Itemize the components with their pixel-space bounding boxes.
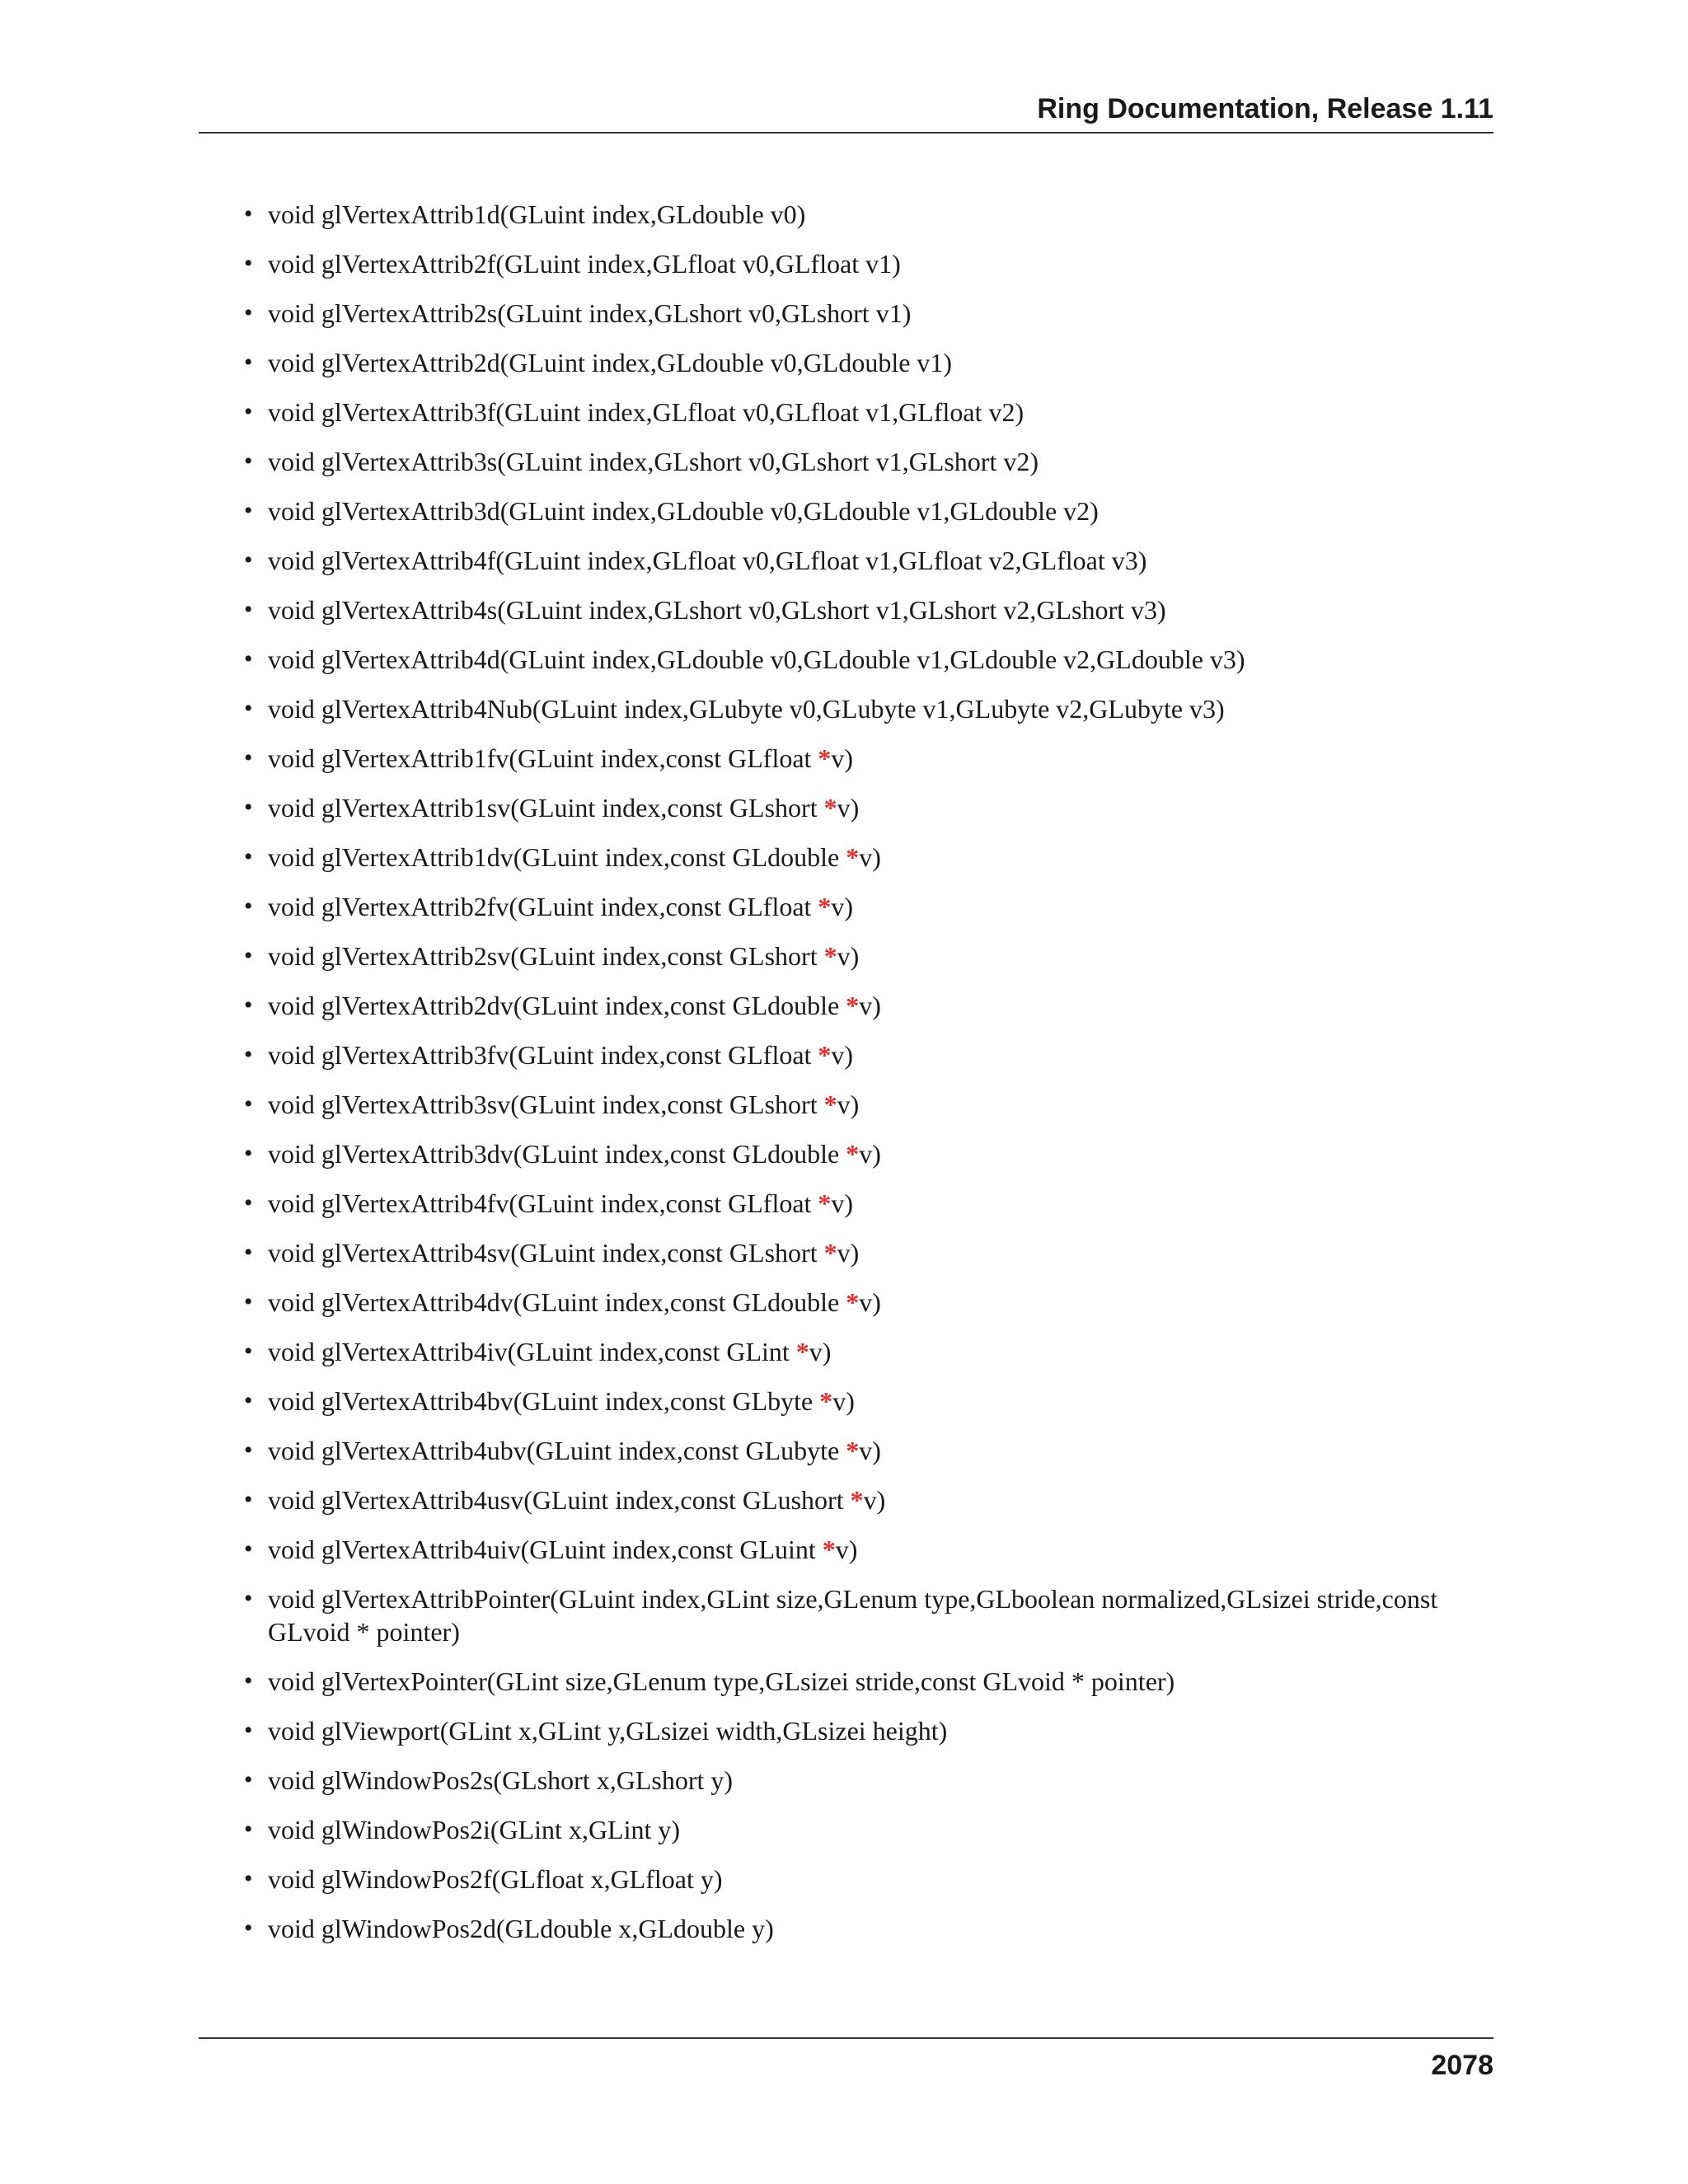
list-item xyxy=(199,1665,1493,1698)
bullet-icon: • xyxy=(244,695,253,722)
list-item xyxy=(199,1483,1493,1516)
list-item xyxy=(199,1714,1493,1747)
function-signature: void glVertexAttrib4s(GLuint index,GLshort v0,GLshort v1,GLshort v2,GLshort v3) xyxy=(268,595,1166,625)
function-signature: void glVertexAttribPointer(GLuint index,GLint size,GLenum type,GLboolean normalized,GLsizei stride,const GLvoid * pointer) xyxy=(268,1584,1438,1647)
function-signature-end: v) xyxy=(859,1287,881,1317)
function-signature: void glVertexAttrib2s(GLuint index,GLshort v0,GLshort v1) xyxy=(268,298,912,328)
list-item xyxy=(199,1533,1493,1566)
function-signature: void glVertexAttrib1sv(GLuint index,const GLshort xyxy=(268,793,824,823)
bullet-icon: • xyxy=(244,1865,253,1892)
function-signature: void glVertexAttrib2dv(GLuint index,const GLdouble xyxy=(268,991,846,1020)
function-signature: void glVertexAttrib2fv(GLuint index,const GLfloat xyxy=(268,892,818,921)
bullet-icon: • xyxy=(244,349,253,376)
function-signature-end: v) xyxy=(837,793,860,823)
function-signature: void glVertexAttrib3sv(GLuint index,const GLshort xyxy=(268,1090,824,1119)
function-signature-end: v) xyxy=(863,1485,886,1515)
function-signature-end: v) xyxy=(831,743,854,773)
function-signature-end: v) xyxy=(837,1090,860,1119)
pointer-star: * xyxy=(850,1485,864,1515)
list-item xyxy=(199,445,1493,478)
list-item xyxy=(199,1764,1493,1797)
list-item xyxy=(199,841,1493,874)
bullet-icon: • xyxy=(244,1140,253,1167)
list-item xyxy=(199,247,1493,280)
bullet-icon: • xyxy=(244,1436,253,1464)
function-signature: void glWindowPos2i(GLint x,GLint y) xyxy=(268,1815,681,1844)
list-item xyxy=(199,1582,1493,1648)
function-signature: void glVertexAttrib4Nub(GLuint index,GLubyte v0,GLubyte v1,GLubyte v2,GLubyte v3) xyxy=(268,694,1225,724)
function-signature: void glVertexAttrib3dv(GLuint index,const GLdouble xyxy=(268,1139,846,1169)
function-signature: void glVertexAttrib3s(GLuint index,GLshort v0,GLshort v1,GLshort v2) xyxy=(268,447,1039,476)
function-signature: void glVertexAttrib4uiv(GLuint index,const GLuint xyxy=(268,1535,823,1564)
pointer-star: * xyxy=(846,842,860,872)
bullet-icon: • xyxy=(244,843,253,870)
function-signature-end: v) xyxy=(831,1040,854,1070)
pointer-star: * xyxy=(795,1337,809,1366)
function-signature: void glWindowPos2f(GLfloat x,GLfloat y) xyxy=(268,1864,723,1894)
function-signature: void glVertexAttrib4dv(GLuint index,const GLdouble xyxy=(268,1287,846,1317)
document-title: Ring Documentation, Release 1.11 xyxy=(1037,93,1493,124)
bullet-icon: • xyxy=(244,1239,253,1266)
pointer-star: * xyxy=(818,892,832,921)
bullet-icon: • xyxy=(244,1816,253,1843)
list-item xyxy=(199,396,1493,429)
list-item xyxy=(199,198,1493,231)
bullet-icon: • xyxy=(244,1535,253,1563)
function-signature-end: v) xyxy=(809,1337,832,1366)
pointer-star: * xyxy=(846,1287,860,1317)
bullet-icon: • xyxy=(244,596,253,623)
function-signature: void glVertexAttrib4d(GLuint index,GLdouble v0,GLdouble v1,GLdouble v2,GLdouble v3) xyxy=(268,644,1245,674)
list-item xyxy=(199,1434,1493,1467)
function-signature: void glVertexAttrib1fv(GLuint index,const GLfloat xyxy=(268,743,818,773)
list-item xyxy=(199,297,1493,330)
bullet-icon: • xyxy=(244,1189,253,1216)
function-signature: void glVertexAttrib4bv(GLuint index,const GLbyte xyxy=(268,1386,820,1416)
bullet-icon: • xyxy=(244,546,253,574)
list-item xyxy=(199,1813,1493,1846)
bullet-icon: • xyxy=(244,744,253,771)
pointer-star: * xyxy=(818,1040,832,1070)
bullet-icon: • xyxy=(244,893,253,920)
function-signature-end: v) xyxy=(837,941,860,971)
function-signature: void glWindowPos2d(GLdouble x,GLdouble y) xyxy=(268,1914,774,1943)
pointer-star: * xyxy=(818,1188,832,1218)
list-item xyxy=(199,742,1493,775)
bullet-icon: • xyxy=(244,1387,253,1414)
bullet-icon: • xyxy=(244,1667,253,1694)
list-item xyxy=(199,1863,1493,1896)
function-signature-end: v) xyxy=(837,1238,860,1268)
bullet-icon: • xyxy=(244,448,253,475)
list-item xyxy=(199,1187,1493,1220)
list-item xyxy=(199,791,1493,824)
function-signature: void glVertexAttrib4fv(GLuint index,const GLfloat xyxy=(268,1188,818,1218)
pointer-star: * xyxy=(818,743,832,773)
function-signature: void glVertexAttrib3f(GLuint index,GLfloat v0,GLfloat v1,GLfloat v2) xyxy=(268,397,1025,427)
list-item xyxy=(199,1335,1493,1368)
function-signature: void glVertexAttrib1d(GLuint index,GLdouble v0) xyxy=(268,199,806,229)
function-signature: void glVertexAttrib4usv(GLuint index,const GLushort xyxy=(268,1485,851,1515)
list-item xyxy=(199,1286,1493,1319)
function-signature: void glVertexAttrib4f(GLuint index,GLfloat v0,GLfloat v1,GLfloat v2,GLfloat v3) xyxy=(268,546,1147,575)
function-signature-end: v) xyxy=(859,1139,881,1169)
pointer-star: * xyxy=(823,1090,837,1119)
pointer-star: * xyxy=(823,1238,837,1268)
function-signature: void glVertexAttrib2d(GLuint index,GLdouble v0,GLdouble v1) xyxy=(268,348,953,377)
function-signature-end: v) xyxy=(831,1188,854,1218)
list-item xyxy=(199,1038,1493,1071)
function-signature-end: v) xyxy=(859,1436,881,1465)
bullet-icon: • xyxy=(244,942,253,969)
list-item xyxy=(199,1236,1493,1269)
list-item xyxy=(199,1912,1493,1945)
page-number: 2078 xyxy=(1431,2050,1493,2081)
function-signature: void glVertexAttrib2sv(GLuint index,const GLshort xyxy=(268,941,824,971)
bullet-icon: • xyxy=(244,1486,253,1513)
pointer-star: * xyxy=(823,793,837,823)
pointer-star: * xyxy=(819,1386,833,1416)
function-signature: void glVertexAttrib3fv(GLuint index,const GLfloat xyxy=(268,1040,818,1070)
list-item xyxy=(199,544,1493,577)
function-signature-end: v) xyxy=(831,892,854,921)
bullet-icon: • xyxy=(244,991,253,1019)
bullet-icon: • xyxy=(244,645,253,673)
list-item xyxy=(199,346,1493,379)
function-signature-end: v) xyxy=(832,1386,855,1416)
function-signature-end: v) xyxy=(859,842,881,872)
list-item xyxy=(199,1385,1493,1418)
bullet-icon: • xyxy=(244,1915,253,1942)
list-item xyxy=(199,1088,1493,1121)
list-item xyxy=(199,940,1493,972)
pointer-star: * xyxy=(846,1436,860,1465)
bullet-icon: • xyxy=(244,1338,253,1365)
function-signature: void glVertexAttrib3d(GLuint index,GLdouble v0,GLdouble v1,GLdouble v2) xyxy=(268,496,1099,526)
function-signature: void glVertexAttrib4sv(GLuint index,const GLshort xyxy=(268,1238,824,1268)
function-signature-end: v) xyxy=(859,991,881,1020)
bullet-icon: • xyxy=(244,1041,253,1068)
list-item xyxy=(199,494,1493,527)
function-signature: void glWindowPos2s(GLshort x,GLshort y) xyxy=(268,1765,734,1795)
pointer-star: * xyxy=(846,1139,860,1169)
pointer-star: * xyxy=(822,1535,836,1564)
bullet-icon: • xyxy=(244,794,253,821)
function-signature: void glVertexAttrib2f(GLuint index,GLfloat v0,GLfloat v1) xyxy=(268,249,901,279)
page-header xyxy=(199,92,1493,134)
bullet-icon: • xyxy=(244,398,253,425)
page-footer xyxy=(199,2037,1493,2081)
pointer-star: * xyxy=(846,991,860,1020)
function-list xyxy=(199,198,1493,1945)
list-item xyxy=(199,593,1493,626)
list-item xyxy=(199,643,1493,676)
page-content xyxy=(199,198,1493,1961)
function-signature-end: v) xyxy=(835,1535,858,1564)
bullet-icon: • xyxy=(244,1766,253,1793)
bullet-icon: • xyxy=(244,250,253,277)
list-item xyxy=(199,989,1493,1022)
bullet-icon: • xyxy=(244,1717,253,1744)
function-signature: void glVertexAttrib4iv(GLuint index,const GLint xyxy=(268,1337,796,1366)
bullet-icon: • xyxy=(244,497,253,524)
bullet-icon: • xyxy=(244,1090,253,1118)
bullet-icon: • xyxy=(244,299,253,326)
pointer-star: * xyxy=(823,941,837,971)
list-item xyxy=(199,890,1493,923)
function-signature: void glVertexPointer(GLint size,GLenum type,GLsizei stride,const GLvoid * pointer) xyxy=(268,1666,1175,1696)
list-item xyxy=(199,1137,1493,1170)
function-signature: void glViewport(GLint x,GLint y,GLsizei width,GLsizei height) xyxy=(268,1716,948,1746)
function-signature: void glVertexAttrib4ubv(GLuint index,const GLubyte xyxy=(268,1436,846,1465)
function-signature: void glVertexAttrib1dv(GLuint index,const GLdouble xyxy=(268,842,846,872)
bullet-icon: • xyxy=(244,200,253,227)
list-item xyxy=(199,692,1493,725)
bullet-icon: • xyxy=(244,1585,253,1612)
bullet-icon: • xyxy=(244,1288,253,1315)
